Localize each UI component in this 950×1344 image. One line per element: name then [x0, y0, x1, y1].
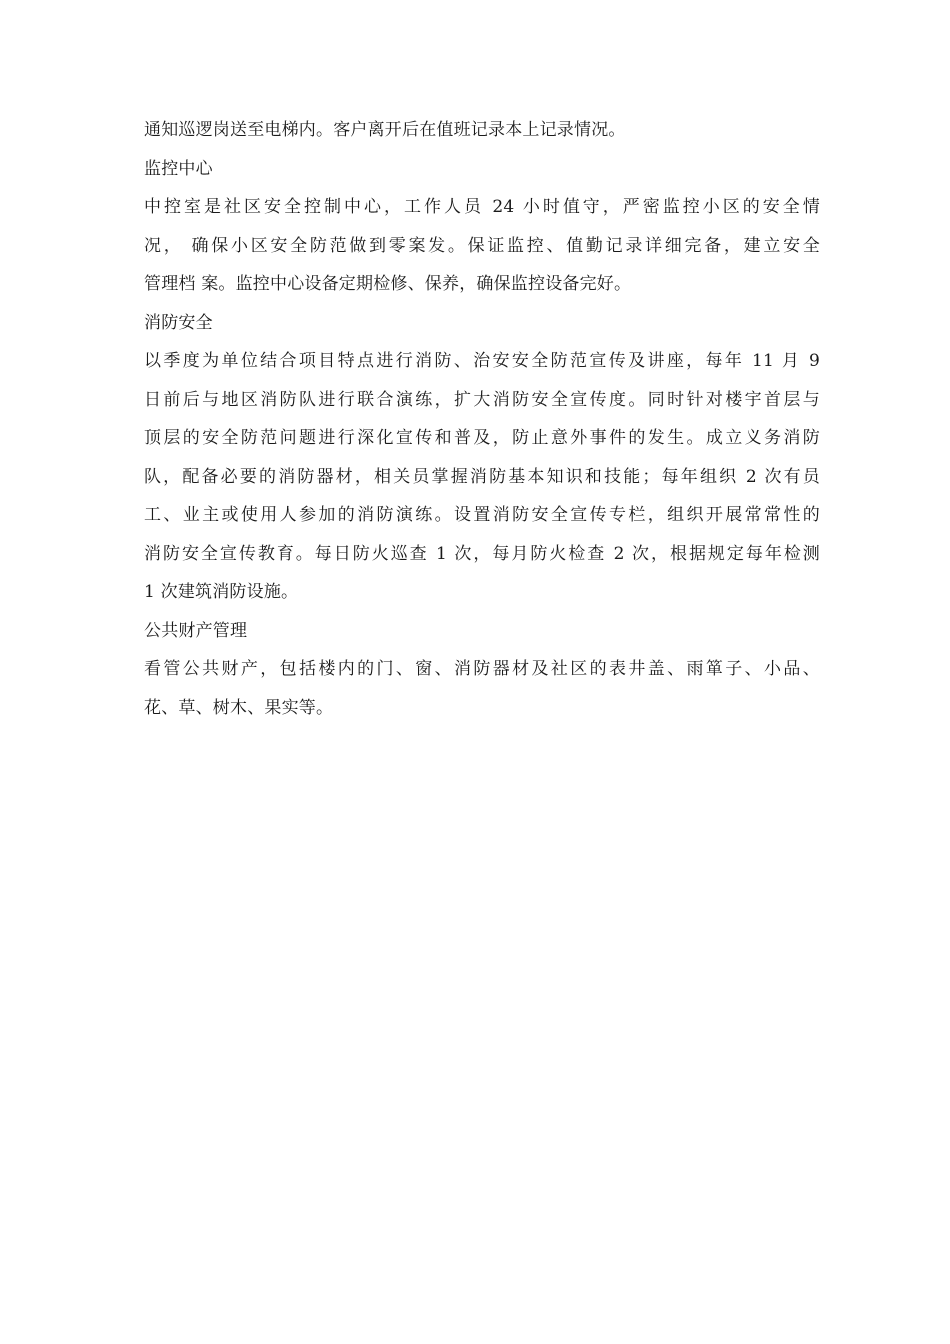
- heading-text: 监控中心: [144, 158, 213, 179]
- paragraph-line: 以季度为单位结合项目特点进行消防、治安安全防范宣传及讲座，每年 11 月 9: [144, 351, 820, 371]
- heading-text: 公共财产管理: [144, 620, 248, 641]
- paragraph-line: 工、业主或使用人参加的消防演练。设置消防安全宣传专栏，组织开展常常性的: [144, 505, 820, 525]
- paragraph-line: 日前后与地区消防队进行联合演练，扩大消防安全宣传度。同时针对楼宇首层与: [144, 389, 820, 410]
- paragraph-line: 顶层的安全防范问题进行深化宣传和普及，防止意外事件的发生。成立义务消防: [144, 428, 820, 448]
- paragraph-line: 通知巡逻岗送至电梯内。客户离开后在值班记录本上记录情况。: [144, 120, 626, 140]
- paragraph-line: 队，配备必要的消防器材，相关员掌握消防基本知识和技能；每年组织 2 次有员: [144, 466, 820, 487]
- heading-text: 消防安全: [144, 312, 213, 333]
- section-heading: [144, 304, 820, 343]
- paragraph-line: 管理档 案。监控中心设备定期检修、保养，确保监控设备完好。: [144, 274, 632, 294]
- section-heading: [144, 150, 820, 189]
- paragraph: [144, 111, 820, 150]
- paragraph-line: 看管公共财产，包括楼内的门、窗、消防器材及社区的表井盖、雨箪子、小品、: [144, 659, 820, 679]
- paragraph-line: 消防安全宣传教育。每日防火巡查 1 次，每月防火检查 2 次，根据规定每年检测: [144, 543, 820, 564]
- paragraph-line: 1 次建筑消防设施。: [144, 582, 299, 602]
- section-heading: [144, 612, 820, 651]
- paragraph: [144, 188, 820, 304]
- paragraph: [144, 342, 820, 612]
- paragraph-line: 中控室是社区安全控制中心，工作人员 24 小时值守，严密监控小区的安全情: [144, 197, 820, 217]
- document-body: [144, 111, 820, 727]
- paragraph-line: 况， 确保小区安全防范做到零案发。保证监控、值勤记录详细完备，建立安全: [144, 235, 820, 256]
- paragraph-line: 花、草、树木、果实等。: [144, 697, 334, 718]
- paragraph: [144, 650, 820, 727]
